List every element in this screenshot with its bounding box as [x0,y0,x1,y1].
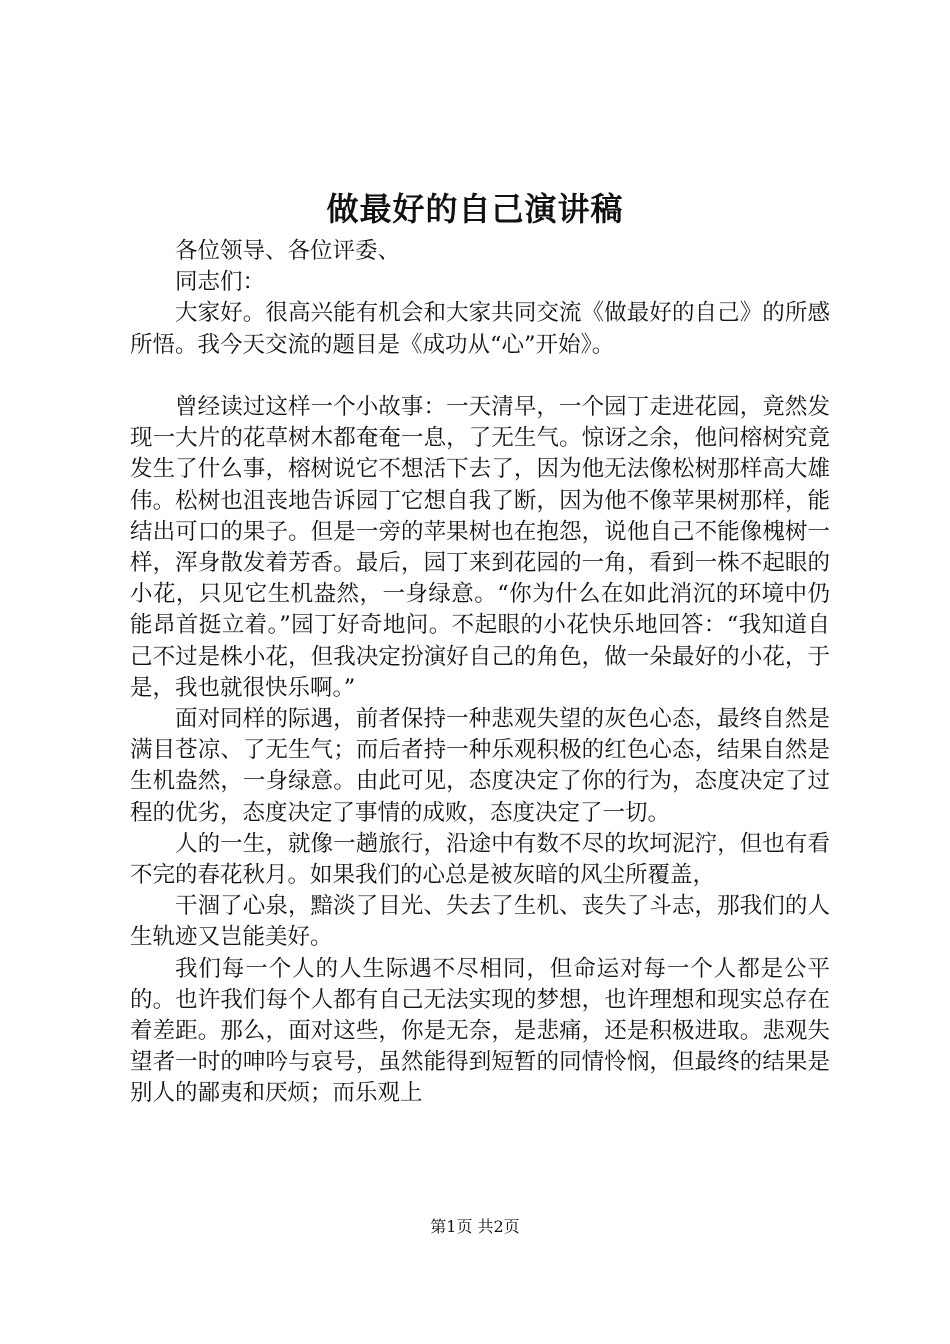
document-body [130,236,830,1110]
page-title: 做最好的自己演讲稿 [326,190,624,228]
salutation-line-1: 各位领导、各位评委、 [175,238,401,264]
paragraph-fate: 我们每一个人的人生际遇不尽相同，但命运对每一个人都是公平的。也许我们每个人都有自己无法实现的梦想，也许理想和现实总存在着差距。那么，面对这些，你是无奈，是悲痛，还是积极进取。悲观失望者一时的呻吟与哀号，虽然能得到短暂的同情怜悯，但最终的结果是别人的鄙夷和厌烦；而乐观上 [130,955,830,1107]
paragraph-attitude: 面对同样的际遇，前者保持一种悲观失望的灰色心态，最终自然是满目苍凉、了无生气；而后者持一种乐观积极的红色心态，结果自然是生机盎然，一身绿意。由此可见，态度决定了你的行为，态度决定了过程的优劣，态度决定了事情的成败，态度决定了一切。 [130,706,830,826]
paragraph-story: 曾经读过这样一个小故事：一天清早，一个园丁走进花园，竟然发现一大片的花草树木都奄奄一息，了无生气。惊讶之余，他问榕树究竟发生了什么事，榕树说它不想活下去了，因为他无法像松树那样高大雄伟。松树也沮丧地告诉园丁它想自我了断，因为他不像苹果树那样，能结出可口的果子。但是一旁的苹果树也在抱怨，说他自己不能像槐树一样，浑身散发着芳香。最后，园丁来到花园的一角，看到一株不起眼的小花，只见它生机盎然，一身绿意。“你为什么在如此消沉的环境中仍能昂首挺立着。”园丁好奇地问。不起眼的小花快乐地回答：“我知道自己不过是株小花，但我决定扮演好自己的角色，做一朵最好的小花，于是，我也就很快乐啊。” [130,394,830,701]
salutation-line-2: 同志们： [175,269,266,296]
paragraph-journey: 人的一生，就像一趟旅行，沿途中有数不尽的坎坷泥泞，但也有看不完的春花秋月。如果我们的心总是被灰暗的风尘所覆盖， [130,830,830,889]
paragraph-greeting: 大家好。很高兴能有机会和大家共同交流《做最好的自己》的所感所悟。我今天交流的题目是《成功从“心”开始》。 [130,300,830,358]
blank-line [130,361,830,392]
paragraph-journey-cont: 干涸了心泉，黯淡了目光、失去了生机、丧失了斗志，那我们的人生轨迹又岂能美好。 [130,893,830,951]
page-footer: 第1页 共2页 [430,1217,520,1236]
